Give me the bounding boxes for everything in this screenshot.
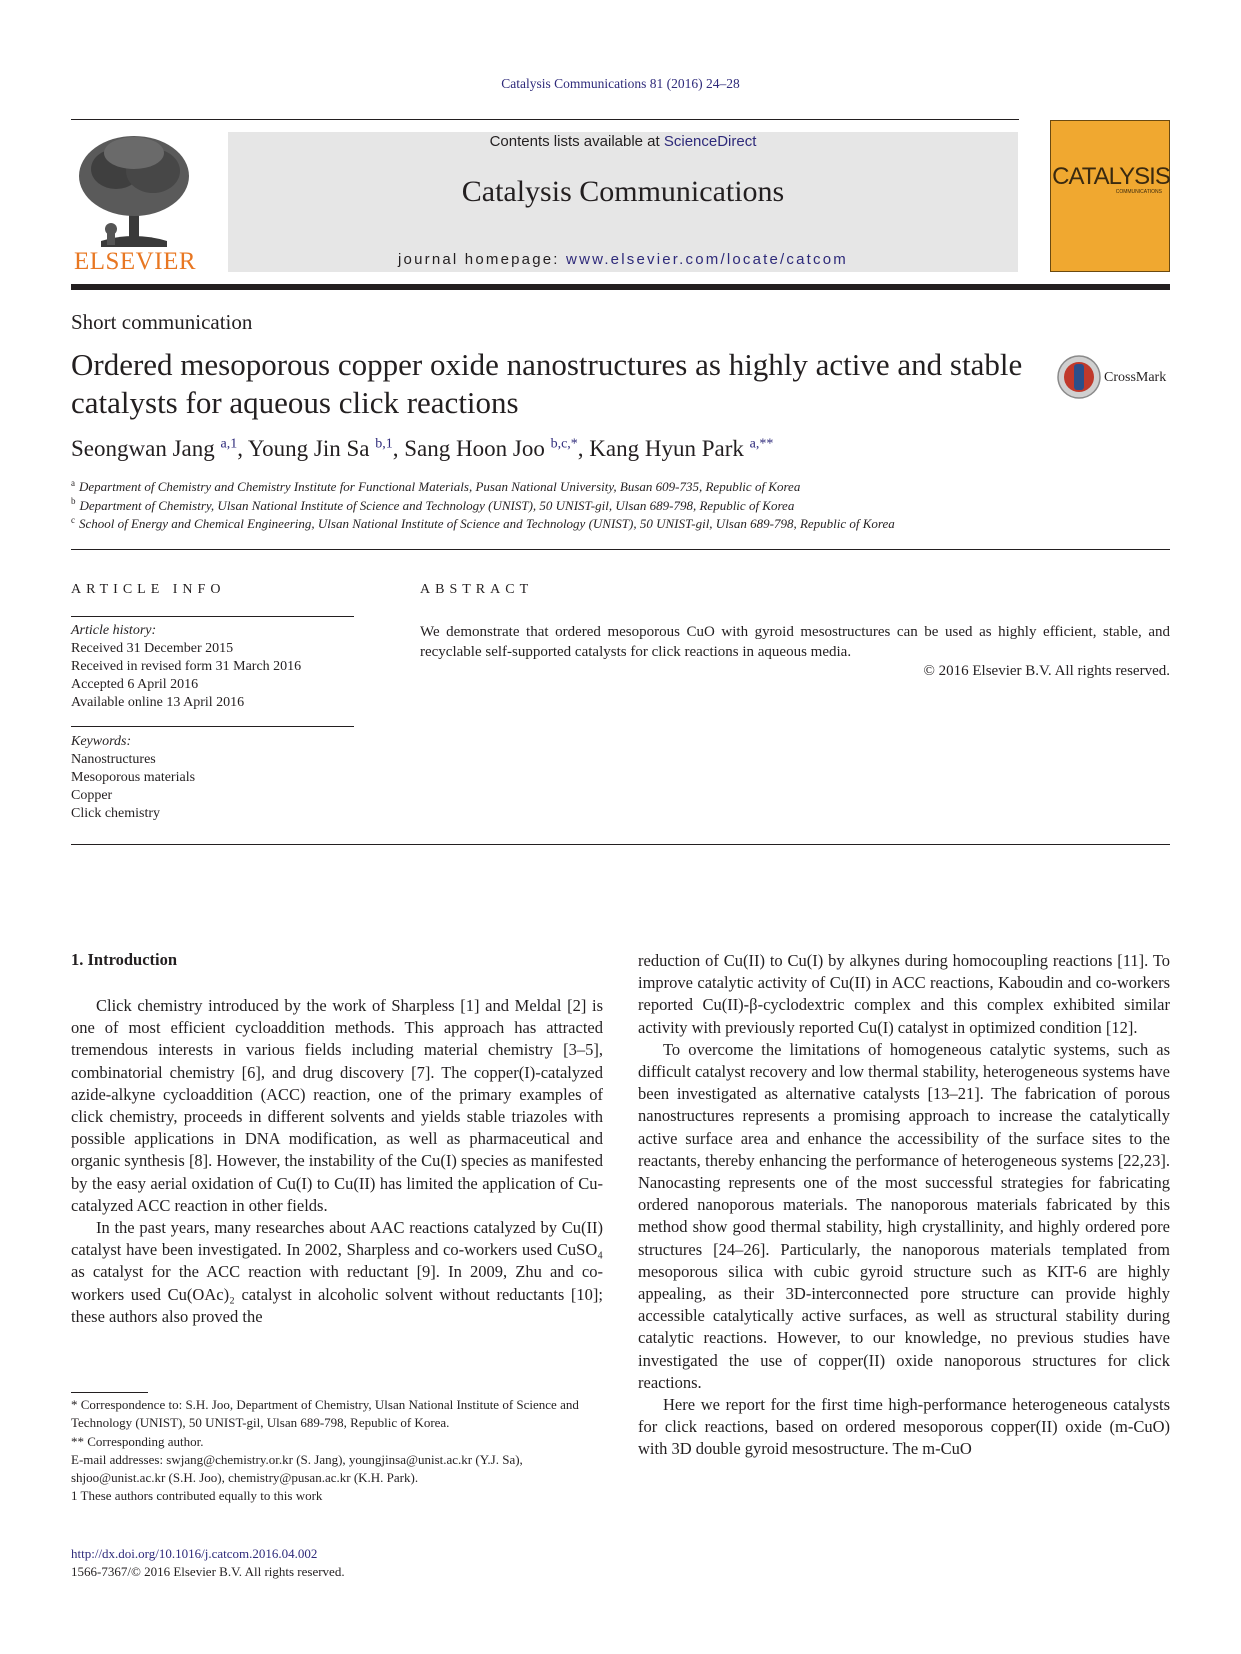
keyword-item: Nanostructures — [71, 752, 156, 767]
article-info-heading: ARTICLE INFO — [71, 582, 226, 597]
footnote: ** Corresponding author. — [71, 1433, 204, 1449]
body-paragraph: To overcome the limitations of homogeneous catalytic systems, such as difficult catalyst recovery and low thermal stability, heterogeneous systems have been investigated as alternative catalysts [13–21]. The fabrication of porous nanostructures represents a promising approach to increase the catalytically active surface area and enhance the accessibility of the surface sites to the reactants, thereby enhancing the performance of heterogeneous systems [22,23]. Nanocasting represents one of the most successful strategies for fabricating ordered nanoporous materials. The nanoporous materials fabricated by this method show good thermal stability, high crystallinity, and highly ordered pore structures [24–26]. Particularly, the nanoporous materials templated from mesoporous silica with cubic gyroid structure such as KIT-6 are highly appealing, as their 3D-interconnected pore structure can provide highly accessible catalytically active surfaces, as well as structural stability during catalytic reactions. However, to our knowledge, no previous studies have investigated the use of copper(II) oxide nanoporous structures for click reactions. — [638, 1039, 1170, 1392]
abstract-text: We demonstrate that ordered mesoporous CuO with gyroid mesostructures can be used as highly efficient, stable, and recyclable self-supported catalysts for click reactions in aqueous media. — [420, 624, 1170, 660]
author-affiliation-mark[interactable]: b,c,* — [550, 436, 578, 452]
doi-link[interactable]: http://dx.doi.org/10.1016/j.catcom.2016.04.002 — [71, 1546, 318, 1561]
author-name: Sang Hoon Joo — [404, 436, 545, 461]
affiliation-item — [71, 497, 895, 516]
keyword-item: Click chemistry — [71, 806, 161, 821]
author-list: Seongwan Jang $^{a,1}$, Young Jin Sa $^{b,1}$, Sang Hoon Joo $^{b,c,*}$, Kang Hyun Park $^{a,**}$ — [71, 436, 774, 461]
elsevier-wordmark: ELSEVIER — [73, 248, 197, 275]
footnote-emails[interactable]: E-mail addresses: swjang@chemistry.or.kr (S. Jang), youngjinsa@unist.ac.kr (Y.J. Sa), shjoo@unist.ac.kr (S.H. Joo), chemistry@pusan.ac.kr (K.H. Park). — [71, 1451, 523, 1486]
divider — [71, 844, 1170, 845]
author-name: Young Jin Sa — [247, 436, 370, 461]
affiliation-item — [71, 478, 895, 497]
body-paragraph: Click chemistry introduced by the work of Sharpless [1] and Meldal [2] is one of most efficient cycloaddition methods. This approach has attracted tremendous interests in various fields including material chemistry [3–5], combinatorial chemistry [6], and drug discovery [7]. The copper(I)-catalyzed azide-alkyne cycloaddition (ACC) reaction, one of the primary examples of click chemistry, proceeds in different solvents and yields stable triazoles with possible applications in DNA modification, as well as pharmaceutical and organic synthesis [8]. However, the instability of the Cu(I) species as manifested by the easy aerial oxidation of Cu(I) to Cu(II) has limited the application of Cu-catalyzed ACC reaction in other fields. — [71, 996, 603, 1215]
author-affiliation-mark[interactable]: a,** — [749, 436, 774, 452]
abstract-heading: ABSTRACT — [420, 582, 534, 597]
body-paragraph: In the past years, many researches about AAC reactions catalyzed by Cu(II) catalyst have been investigated. In 2002, Sharpless and co-workers used CuSO₄ as catalyst for the ACC reaction with reductant [9]. In 2009, Zhu and co-workers used Cu(OAc)₂ catalyst in alcoholic solvent without reductants [10]; these authors also proved the — [71, 1218, 603, 1326]
doi-block — [71, 1545, 345, 1581]
divider — [71, 726, 354, 727]
footnote: * Correspondence to: S.H. Joo, Department of Chemistry, Ulsan National Institute of Science and Technology (UNIST), 50 UNIST-gil, Ulsan 689-798, Republic of Korea. — [71, 1397, 579, 1431]
homepage-link[interactable]: www.elsevier.com/locate/catcom — [566, 251, 848, 268]
affiliation-text: Department of Chemistry and Chemistry Institute for Functional Materials, Pusan National University, Busan 609-735, Republic of Korea — [79, 479, 801, 494]
sciencedirect-link[interactable]: ScienceDirect — [663, 133, 757, 150]
divider — [71, 616, 354, 617]
body-paragraph: Here we report for the first time high-performance heterogeneous catalysts for click reactions, based on ordered mesoporous copper(II) oxide (m-CuO) with 3D double gyroid mesostructure. The m-CuO — [638, 1395, 1170, 1459]
author-name: Seongwan Jang — [71, 436, 215, 461]
crossmark-label[interactable]: CrossMark — [1104, 370, 1167, 385]
author-affiliation-mark[interactable]: b,1 — [375, 436, 393, 452]
history-item: Received in revised form 31 March 2016 — [71, 659, 302, 674]
keyword-item: Mesoporous materials — [71, 770, 196, 785]
header-top-rule — [71, 119, 1019, 120]
keywords — [71, 733, 195, 823]
keywords-label: Keywords: — [71, 734, 132, 749]
header-thick-rule — [71, 284, 1170, 290]
article-history — [71, 622, 301, 712]
history-item: Received 31 December 2015 — [71, 641, 234, 656]
keyword-item: Copper — [71, 788, 113, 803]
affiliation-item — [71, 515, 895, 534]
abstract-copyright: © 2016 Elsevier B.V. All rights reserved. — [923, 663, 1170, 679]
affiliation-mark: a — [71, 477, 75, 488]
footnote-rule — [71, 1392, 148, 1393]
history-label: Article history: — [71, 623, 157, 638]
body-paragraph: reduction of Cu(II) to Cu(I) by alkynes during homocoupling reactions [11]. To improve catalytic activity of Cu(II) in ACC reactions, Kaboudin and co-workers reported Cu(II)-β-cyclodextric complex and this complex exhibited similar activity with previously reported Cu(I) catalyst in optimized condition [12]. — [638, 951, 1170, 1037]
affiliation-text: Department of Chemistry, Ulsan National Institute of Science and Technology (UNIST), 50 UNIST-gil, Ulsan 689-798, Republic of Korea — [79, 497, 795, 513]
homepage-prefix: journal homepage: — [398, 251, 567, 268]
history-item: Accepted 6 April 2016 — [71, 677, 199, 692]
journal-title: Catalysis Communications — [461, 175, 785, 208]
section-type: Short communication — [71, 310, 253, 334]
footnotes — [71, 1396, 611, 1506]
cover-subtitle: COMMUNICATIONS — [1115, 189, 1162, 195]
author-name: Kang Hyun Park — [589, 436, 744, 461]
history-item: Available online 13 April 2016 — [71, 695, 245, 710]
journal-cover-thumbnail[interactable] — [1050, 120, 1170, 272]
affiliations — [71, 478, 895, 534]
divider — [71, 549, 1170, 550]
affiliation-mark: c — [71, 514, 75, 525]
contents-line — [228, 133, 1018, 150]
crossmark-icon[interactable] — [1056, 354, 1102, 400]
footnote: 1 These authors contributed equally to this work — [71, 1488, 323, 1504]
journal-homepage — [228, 251, 1018, 268]
affiliation-mark: b — [71, 496, 76, 507]
body-column-right — [638, 950, 1170, 1461]
contents-prefix: Contents lists available at — [489, 133, 664, 150]
affiliation-text: School of Energy and Chemical Engineering, Ulsan National Institute of Science and Technology (UNIST), 50 UNIST-gil, Ulsan 689-798, Republic of Korea — [79, 516, 895, 531]
issn-line: 1566-7367/© 2016 Elsevier B.V. All rights reserved. — [71, 1564, 345, 1579]
section-heading: 1. Introduction — [71, 950, 178, 969]
body-column-left — [71, 995, 603, 1328]
article-title: Ordered mesoporous copper oxide nanostructures as highly active and stable catalysts for aqueous click reactions — [71, 347, 1023, 420]
author-affiliation-mark[interactable]: a,1 — [220, 436, 238, 452]
journal-reference[interactable]: Catalysis Communications 81 (2016) 24–28 — [501, 76, 740, 91]
cover-title: CATALYSIS — [1052, 163, 1170, 190]
